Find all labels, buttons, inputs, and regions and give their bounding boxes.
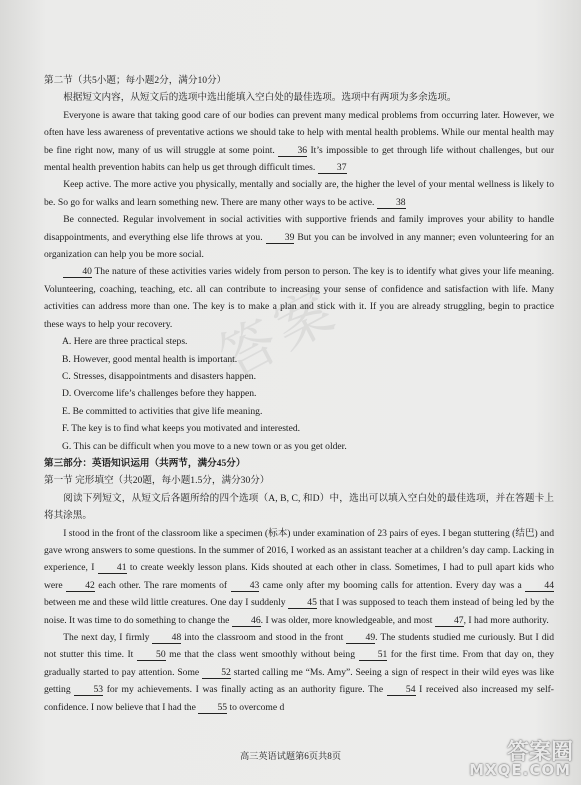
part3-instructions: 阅读下列短文，从短文后各题所给的四个选项（A, B, C, 和D）中，选出可以填入空白处的最佳选项，并在答题卡上将其涂黑。	[44, 492, 554, 522]
part3-subheader: 第一节 完形填空（共20题，每小题1.5分，满分30分）	[44, 475, 270, 487]
blank-44: 44	[525, 580, 554, 592]
blank-47: 47	[435, 615, 464, 627]
blank-51: 51	[359, 649, 388, 661]
option-d: D. Overcome life’s challenges before they happen.	[62, 388, 257, 400]
blank-52: 52	[202, 667, 231, 679]
blank-37: 37	[318, 162, 347, 174]
blank-48: 48	[152, 632, 181, 644]
passage-paragraph-4: 40 The nature of these activities varies widely from person to person. The key is to identify what gives your life meaning. Volunteering, coaching, teaching, etc. all can contribute to increasing your sense of confidence and satisfaction with life. Many activities can address more than one. The key is to make a plan and stick with it. If you are already struggling, begin to practice these ways to help your recovery.	[44, 266, 554, 330]
blank-39: 39	[266, 232, 295, 244]
logo-text: 答案圈	[506, 740, 573, 765]
blank-49: 49	[346, 632, 375, 644]
passage-paragraph-1: Everyone is aware that taking good care of our bodies can prevent many medical problems from occurring later. However, we often have less awareness of preventative actions we should take to help with mental health problems. While our mental health may be fine right now, many of us will struggle at some point. 36 It’s impossible to get through life without challenges, but our mental health prevention habits can help us get through difficult times. 37	[44, 109, 555, 174]
section2-header: 第二节（共5小题；每小题2分，满分10分）	[44, 75, 227, 86]
option-c: C. Stresses, disappointments and disasters happen.	[62, 370, 256, 382]
logo-url: MXQE.COM	[469, 761, 571, 779]
section2-instructions: 根据短文内容，从短文后的选项中选出能填入空白处的最佳选项。选项中有两项为多余选项。	[63, 92, 457, 104]
blank-50: 50	[137, 649, 166, 661]
blank-53: 53	[74, 684, 103, 696]
blank-54: 54	[387, 684, 416, 696]
blank-55: 55	[198, 702, 227, 714]
page-footer: 高三英语试题第6页共8页	[239, 751, 342, 761]
blank-42: 42	[66, 580, 95, 592]
cloze-paragraph-1: I stood in the front of the classroom like a specimen (标本) under examination of 23 pairs of eyes. I began stuttering (结巴) and gave wrong answers to some questions. In the summer of 2016, I worked as an assistant teacher at a children’s day camp. Lacking in experience, I 41 to create weekly lesson plans. Kids shouted at each other in class. Sometimes, I had to pull apart kids who were 42 each other. The rare moments of 43 came only after my booming calls for attention. Every day was a 44 between me and these wild little creatures. One day I suddenly 45 that I was supposed to teach them instead of being led by the noise. It was time to do something to change the 46. I was older, more knowledgeable, and most 47, I had more authority.	[44, 527, 555, 626]
passage-paragraph-3: Be connected. Regular involvement in social activities with supportive friends and family improves your ability to handle disappointments, and everything else life throws at you. 39 But you can be involved in any manner; even volunteering for an organization can help you be more social.	[44, 214, 555, 261]
blank-38: 38	[377, 197, 406, 209]
page-content	[44, 72, 554, 716]
blank-46: 46	[232, 615, 261, 627]
part3-header: 第三部分：英语知识运用（共两节，满分45分）	[44, 457, 246, 469]
blank-43: 43	[231, 580, 260, 592]
blank-41: 41	[98, 562, 127, 574]
site-logo	[443, 735, 573, 781]
option-a: A. Here are three practical steps.	[62, 336, 188, 348]
blank-40: 40	[63, 266, 92, 278]
option-b: B. However, good mental health is important.	[62, 353, 238, 365]
blank-36: 36	[278, 145, 307, 157]
cloze-paragraph-2: The next day, I firmly 48 into the classroom and stood in the front 49. The students studied me curiously. But I did not stutter this time. It 50 me that the class went smoothly without being 51 for the first time. From that day on, they gradually started to pay attention. Some 52 started calling me “Ms. Amy”. Seeing a sign of respect in their wild eyes was like getting 53 for my achievements. I was finally acting as an authority figure. The 54 I received also increased my self-confidence. I now believe that I had the 55 to overcome d	[44, 632, 555, 713]
option-f: F. The key is to find what keeps you motivated and interested.	[62, 423, 301, 435]
passage-paragraph-2: Keep active. The more active you physically, mentally and socially are, the higher the level of your mental wellness is likely to be. So go for walks and learn something new. There are many other ways to be active. 38	[44, 179, 554, 208]
watermark-text: 答案	[209, 276, 350, 392]
blank-45: 45	[288, 597, 317, 609]
option-g: G. This can be difficult when you move to a new town or as you get older.	[62, 440, 347, 452]
option-e: E. Be committed to activities that give life meaning.	[62, 405, 263, 417]
